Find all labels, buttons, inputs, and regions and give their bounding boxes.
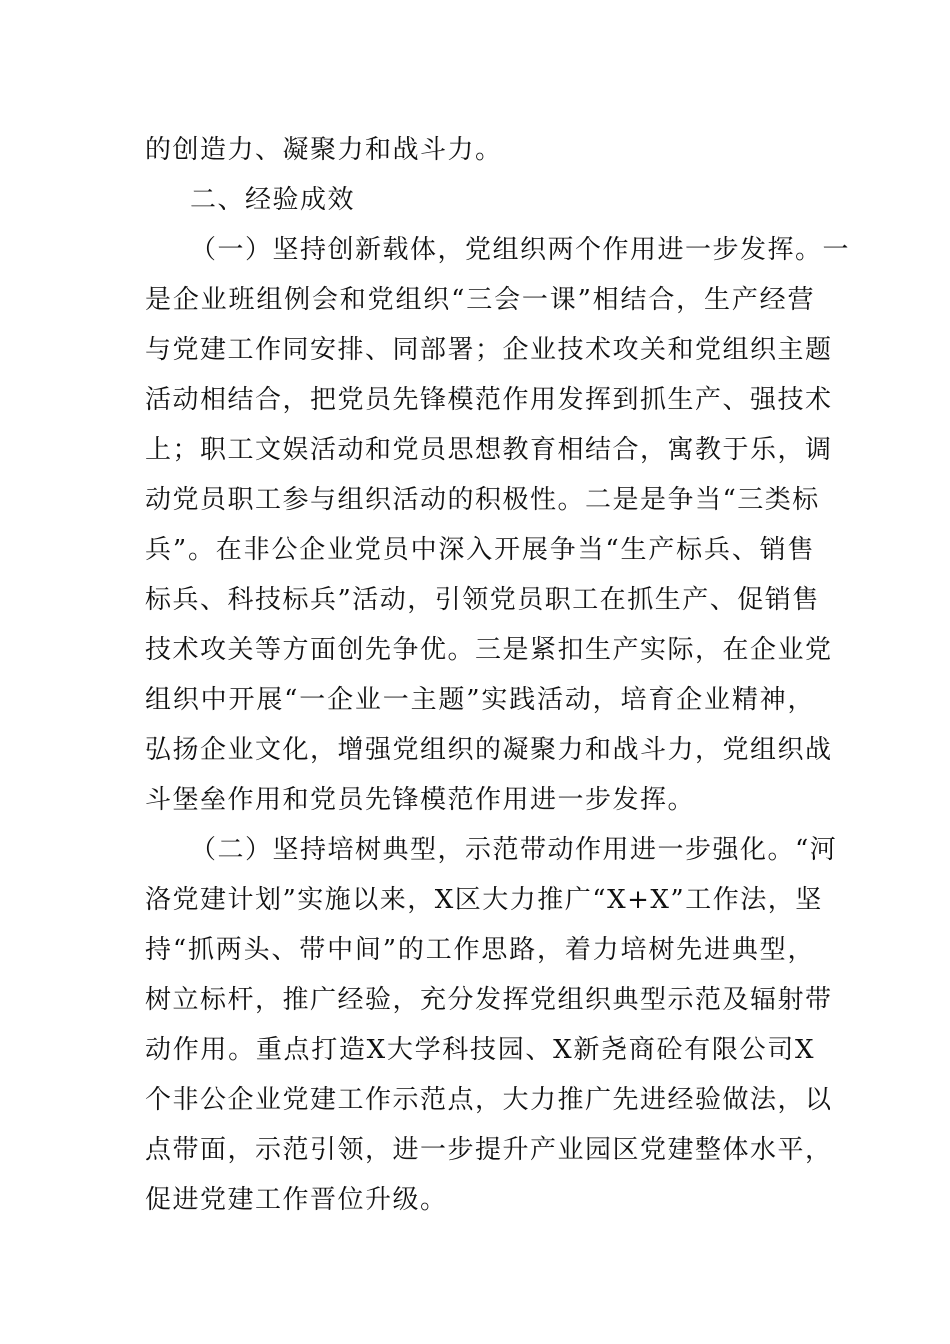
paragraph-line: 兵”。在非公企业党员中深入开展争当“生产标兵、销售: [145, 535, 815, 565]
section-heading: 二、经验成效: [190, 185, 356, 215]
paragraph-line: 上；职工文娱活动和党员思想教育相结合，寓教于乐，调: [145, 435, 833, 465]
paragraph-line: 是企业班组例会和党组织“三会一课”相结合，生产经营: [145, 285, 815, 315]
paragraph-line: 个非公企业党建工作示范点，大力推广先进经验做法，以: [145, 1085, 833, 1115]
paragraph-line: 动党员职工参与组织活动的积极性。二是是争当“三类标: [145, 485, 820, 515]
paragraph-line: 与党建工作同安排、同部署；企业技术攻关和党组织主题: [145, 335, 833, 365]
paragraph-line: 点带面，示范引领，进一步提升产业园区党建整体水平，: [145, 1135, 833, 1165]
paragraph-line: （一）坚持创新载体，党组织两个作用进一步发挥。一: [190, 235, 851, 265]
paragraph-line: 洛党建计划”实施以来，X区大力推广“X+X”工作法，坚: [145, 885, 823, 915]
paragraph-line: 促进党建工作晋位升级。: [145, 1185, 448, 1215]
paragraph-line: 技术攻关等方面创先争优。三是紧扣生产实际，在企业党: [145, 635, 833, 665]
paragraph-line: 标兵、科技标兵”活动，引领党员职工在抓生产、促销售: [145, 585, 820, 615]
paragraph-line: 动作用。重点打造X大学科技园、X新尧商砼有限公司X: [145, 1035, 815, 1065]
paragraph-line: 斗堡垒作用和党员先锋模范作用进一步发挥。: [145, 785, 696, 815]
paragraph-line: （二）坚持培树典型，示范带动作用进一步强化。“河: [190, 835, 838, 865]
paragraph-line: 树立标杆，推广经验，充分发挥党组织典型示范及辐射带: [145, 985, 833, 1015]
paragraph-line: 活动相结合，把党员先锋模范作用发挥到抓生产、强技术: [145, 385, 833, 415]
paragraph-line: 弘扬企业文化，增强党组织的凝聚力和战斗力，党组织战: [145, 735, 833, 765]
paragraph-line: 持“抓两头、带中间”的工作思路，着力培树先进典型，: [145, 935, 815, 965]
paragraph-line: 组织中开展“一企业一主题”实践活动，培育企业精神，: [145, 685, 815, 715]
paragraph-line: 的创造力、凝聚力和战斗力。: [145, 135, 503, 165]
